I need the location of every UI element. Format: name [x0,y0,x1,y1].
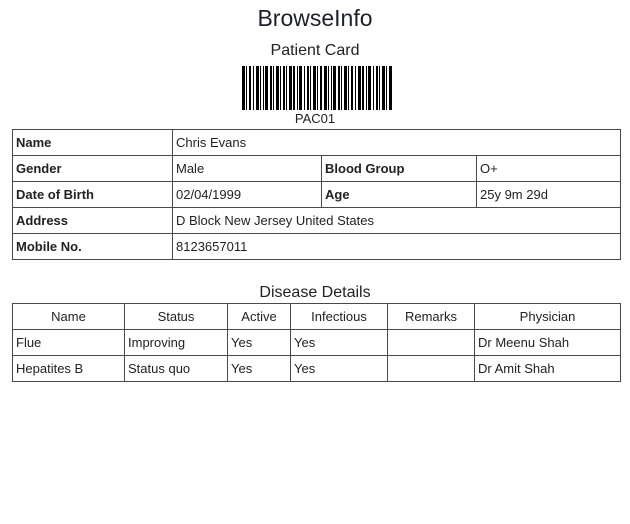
table-row [13,182,621,208]
disease-status-cell: Status quo [125,356,228,382]
gender-value: Male [173,156,322,182]
disease-active-cell: Yes [228,356,291,382]
blood-group-value: O+ [477,156,621,182]
mobile-value: 8123657011 [173,234,621,260]
address-label: Address [13,208,173,234]
dob-value: 02/04/1999 [173,182,322,208]
table-row [13,156,621,182]
table-row [13,130,621,156]
disease-table [12,303,621,382]
disease-infectious-cell: Yes [291,356,388,382]
disease-name-cell: Flue [13,330,125,356]
table-row [13,234,621,260]
barcode-image [242,66,392,110]
age-label: Age [322,182,477,208]
disease-active-cell: Yes [228,330,291,356]
disease-physician-cell: Dr Meenu Shah [475,330,621,356]
disease-status-cell: Improving [125,330,228,356]
column-header: Physician [475,304,621,330]
barcode-text: PAC01 [294,111,336,126]
column-header: Name [13,304,125,330]
patient-info-table [12,129,621,260]
column-header: Active [228,304,291,330]
mobile-label: Mobile No. [13,234,173,260]
name-value: Chris Evans [173,130,621,156]
address-value: D Block New Jersey United States [173,208,621,234]
disease-physician-cell: Dr Amit Shah [475,356,621,382]
blood-group-label: Blood Group [322,156,477,182]
company-name: BrowseInfo [257,5,373,31]
column-header: Infectious [291,304,388,330]
table-row [13,208,621,234]
column-header: Status [125,304,228,330]
column-header: Remarks [388,304,475,330]
name-label: Name [13,130,173,156]
table-header-row [13,304,621,330]
disease-details-title: Disease Details [259,284,371,301]
gender-label: Gender [13,156,173,182]
disease-remarks-cell [388,356,475,382]
table-row [13,330,621,356]
card-title: Patient Card [270,42,360,59]
disease-remarks-cell [388,330,475,356]
age-value: 25y 9m 29d [477,182,621,208]
dob-label: Date of Birth [13,182,173,208]
disease-infectious-cell: Yes [291,330,388,356]
disease-name-cell: Hepatites B [13,356,125,382]
table-row [13,356,621,382]
